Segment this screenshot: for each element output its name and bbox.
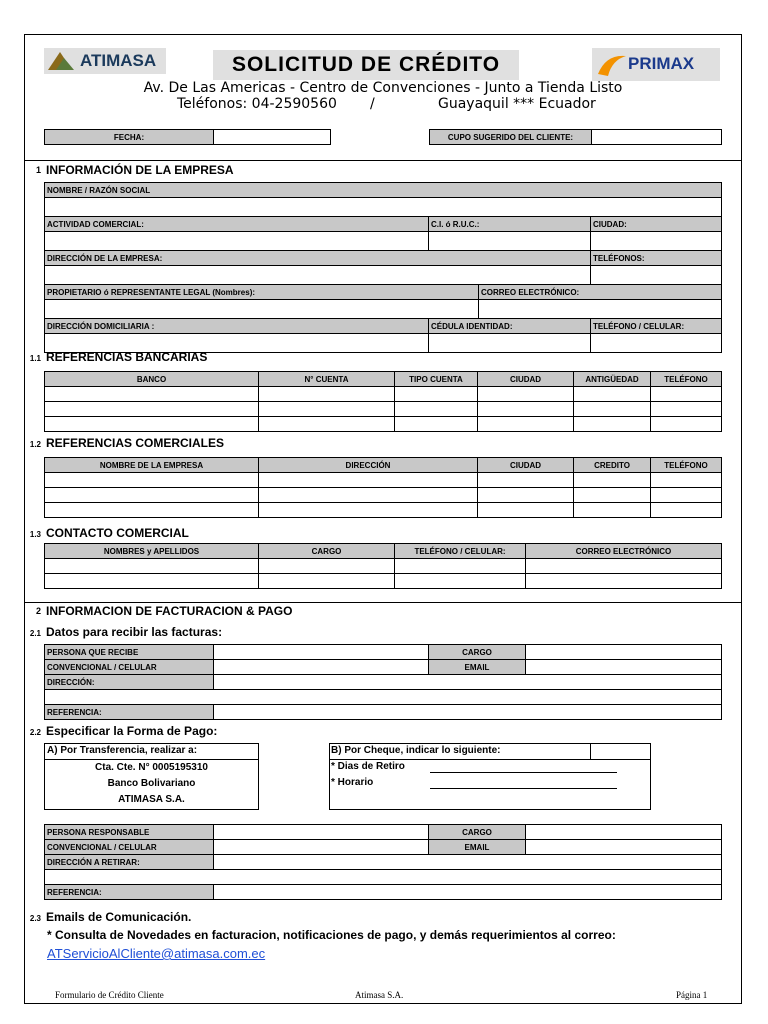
responsible-label: PERSONA RESPONSABLE [45,825,214,840]
divider [24,602,742,603]
position-label: CARGO [429,645,526,660]
date-table [44,129,331,145]
responsible-input[interactable] [214,825,429,840]
address-label: DIRECCIÓN DE LA EMPRESA: [45,251,591,266]
company-city: Guayaquil *** Ecuador [438,96,596,112]
column-header: TELÉFONO / CELULAR: [395,544,526,559]
contact-email-link[interactable]: ATServicioAlCliente@atimasa.com.ec [47,946,266,961]
email-input[interactable] [479,300,722,319]
receiver-input[interactable] [214,645,429,660]
section-number: 2.1 [29,629,41,638]
company-phones: Teléfonos: 04-2590560 [177,96,337,112]
column-header: DIRECCIÓN [259,458,478,473]
primax-logo [592,48,720,81]
address-input[interactable] [214,675,722,690]
column-header: TELÉFONO [651,458,722,473]
phones-input[interactable] [591,266,722,285]
pickup-days-input[interactable] [430,772,617,773]
logo-right-text: PRIMAX [628,54,695,73]
schedule-input[interactable] [430,788,617,789]
column-header: CIUDAD [478,372,574,387]
phone-input[interactable] [214,660,429,675]
ruc-input[interactable] [429,232,591,251]
table-row [45,402,722,417]
payment-responsible-table [44,824,722,900]
primax-mark-icon [596,52,628,78]
column-header: N° CUENTA [259,372,395,387]
section-number: 2 [35,606,41,616]
section-number: 2.2 [29,728,41,737]
phones-label: TELÉFONOS: [591,251,722,266]
owner-input[interactable] [45,300,479,319]
column-header: CREDITO [574,458,651,473]
column-header: NOMBRES y APELLIDOS [45,544,259,559]
email-input[interactable] [526,660,722,675]
receiver-label: PERSONA QUE RECIBE [45,645,214,660]
section-number: 1 [35,165,41,175]
address-input[interactable] [45,266,591,285]
credit-input[interactable] [592,130,722,145]
address-input-2[interactable] [45,690,722,705]
position-input[interactable] [526,645,722,660]
bank-references-table [44,371,722,432]
reference-input[interactable] [214,705,722,720]
city-label: CIUDAD: [591,217,722,232]
home-address-label: DIRECCIÓN DOMICILIARIA : [45,319,429,334]
column-header: NOMBRE DE LA EMPRESA [45,458,259,473]
phones-separator: / [370,96,375,112]
ruc-label: C.I. ó R.U.C.: [429,217,591,232]
transfer-bank: Banco Bolivariano [107,778,196,789]
email-label: CORREO ELECTRÓNICO: [479,285,722,300]
date-input[interactable] [214,130,331,145]
pickup-days-label: * Dias de Retiro [331,761,405,772]
name-label: NOMBRE / RAZÓN SOCIAL [45,183,722,198]
column-header: ANTIGÜEDAD [574,372,651,387]
activity-label: ACTIVIDAD COMERCIAL: [45,217,429,232]
contact-table [44,543,722,589]
schedule-label: * Horario [331,777,374,788]
section-title: REFERENCIAS COMERCIALES [46,436,225,450]
city-input[interactable] [591,232,722,251]
table-row [45,503,722,518]
email-input[interactable] [526,840,722,855]
reference-label: REFERENCIA: [45,885,214,900]
pickup-address-input-2[interactable] [45,870,722,885]
section-number: 1.1 [29,354,41,363]
section-title: Emails de Comunicación. [46,910,192,924]
transfer-title: A) Por Transferencia, realizar a: [47,745,198,756]
credit-label: CUPO SUGERIDO DEL CLIENTE: [430,130,592,145]
invoice-receiver-table [44,644,722,720]
column-header: CORREO ELECTRÓNICO [526,544,722,559]
logo-left-text: ATIMASA [80,51,157,70]
column-header: TIPO CUENTA [395,372,478,387]
column-header: CARGO [259,544,395,559]
column-header: CIUDAD [478,458,574,473]
pickup-address-label: DIRECCIÓN A RETIRAR: [45,855,214,870]
mobile-input[interactable] [591,334,722,353]
section-title: INFORMACION DE FACTURACION & PAGO [46,604,293,618]
footer-left: Formulario de Crédito Cliente [55,990,164,1000]
activity-input[interactable] [45,232,429,251]
company-address: Av. De Las Americas - Centro de Convenciones - Junto a Tienda Listo [143,80,623,96]
footer-center: Atimasa S.A. [355,990,404,1000]
address-label: DIRECCIÓN: [45,675,214,690]
table-row [45,488,722,503]
divider [24,160,742,161]
column-header: TELÉFONO [651,372,722,387]
credit-table [429,129,722,145]
footer-right: Página 1 [676,990,708,1000]
id-label: CÉDULA IDENTIDAD: [429,319,591,334]
id-input[interactable] [429,334,591,353]
section-title: REFERENCIAS BANCARIAS [46,350,208,364]
section-title: INFORMACIÓN DE LA EMPRESA [46,163,234,177]
phone-input[interactable] [214,840,429,855]
table-row [45,559,722,574]
position-input[interactable] [526,825,722,840]
reference-input[interactable] [214,885,722,900]
section-title: Especificar la Forma de Pago: [46,724,218,738]
commercial-references-table [44,457,722,518]
company-info-table [44,182,722,353]
position-label: CARGO [429,825,526,840]
email-label: EMAIL [429,840,526,855]
section-title: Datos para recibir las facturas: [46,625,223,639]
owner-label: PROPIETARIO ó REPRESENTANTE LEGAL (Nombres): [45,285,479,300]
table-row [45,473,722,488]
section-number: 1.2 [29,440,41,449]
phone-label: CONVENCIONAL / CELULAR [45,840,214,855]
reference-label: REFERENCIA: [45,705,214,720]
name-input[interactable] [45,198,722,217]
pickup-address-input[interactable] [214,855,722,870]
date-label: FECHA: [45,130,214,145]
email-note: * Consulta de Novedades en facturacion, notificaciones de pago, y demás requerimientos al correo: [47,928,616,942]
table-row [45,574,722,589]
phone-label: CONVENCIONAL / CELULAR [45,660,214,675]
column-header: BANCO [45,372,259,387]
email-label: EMAIL [429,660,526,675]
transfer-company: ATIMASA S.A. [118,794,185,805]
section-number: 2.3 [29,914,41,923]
form-title: SOLICITUD DE CRÉDITO [213,50,519,80]
section-title: CONTACTO COMERCIAL [46,526,189,540]
cheque-title: B) Por Cheque, indicar lo siguiente: [331,745,501,756]
cheque-header-cell[interactable] [590,743,651,760]
table-row [45,417,722,432]
section-number: 1.3 [29,530,41,539]
transfer-account: Cta. Cte. N° 0005195310 [95,762,208,773]
atimasa-mark-icon [46,50,76,72]
mobile-label: TELÉFONO / CELULAR: [591,319,722,334]
table-row [45,387,722,402]
atimasa-logo [44,48,166,74]
